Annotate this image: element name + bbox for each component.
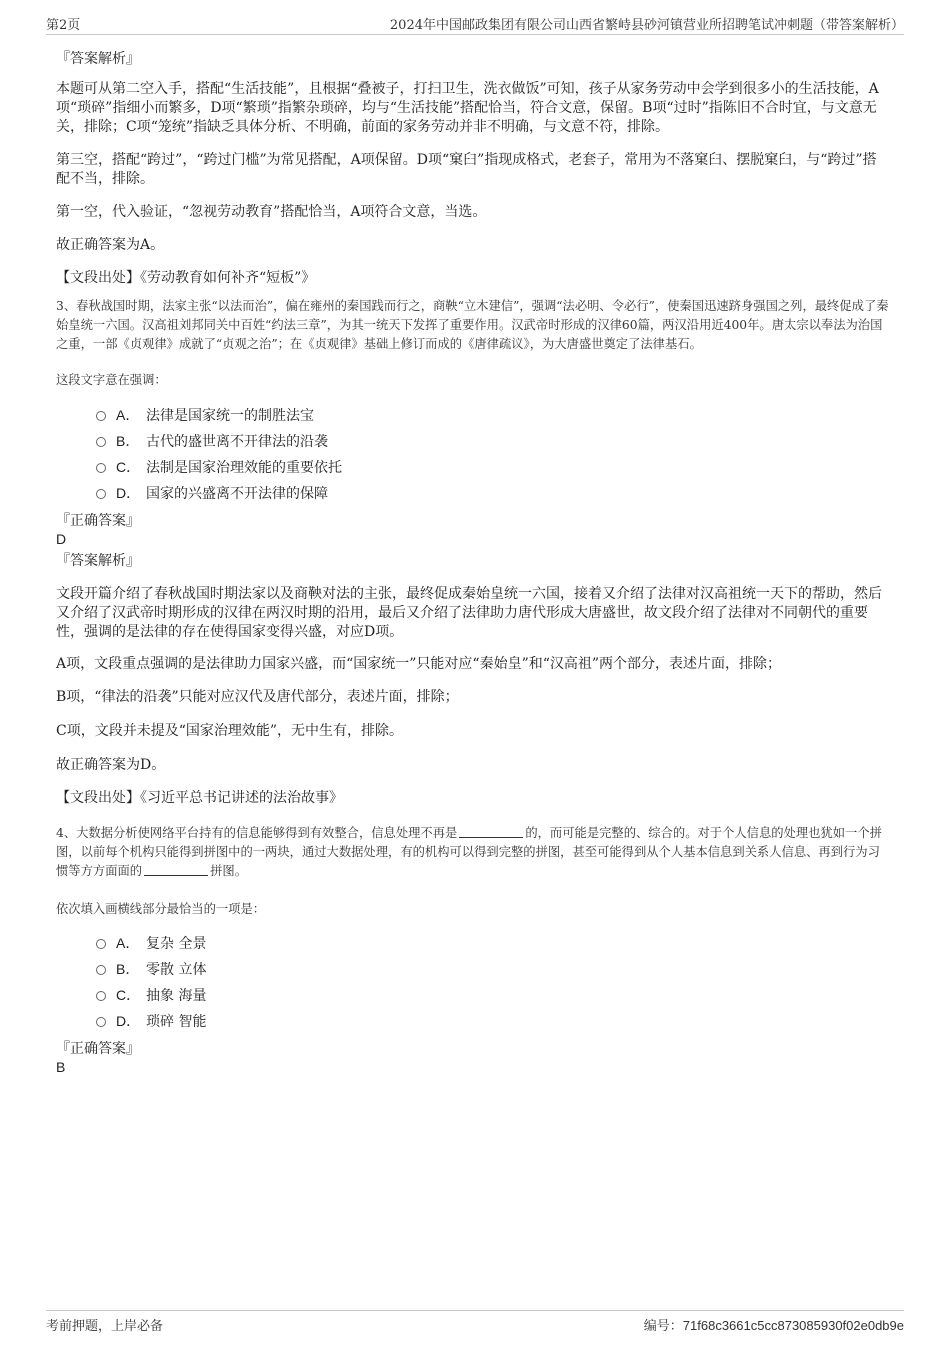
correct-answer-label: 『正确答案』 (56, 513, 140, 529)
option-d[interactable]: D． 琐碎 智能 (96, 1011, 206, 1032)
radio-icon[interactable] (96, 489, 106, 499)
radio-icon[interactable] (96, 965, 106, 975)
radio-icon[interactable] (96, 437, 106, 447)
question-stem: 4、大数据分析使网络平台持有的信息能够得到有效整合，信息处理不再是 的，而可能是完整的、综合的。对于个人信息的处理也犹如一个拼图，以前每个机构只能得到拼图中的一两块，通过大数据处理，有的机构可以得到完整的拼图，甚至可能得到从个人基本信息到关系人信息、再到行为习惯等方方面面的 拼图。 (56, 826, 882, 878)
option-b[interactable]: B． 古代的盛世离不开律法的沿袭 (96, 431, 328, 452)
passage-source: 【文段出处】《习近平总书记讲述的法治故事》 (56, 790, 343, 806)
page-number: 第2页 (46, 18, 81, 33)
page-footer (46, 1310, 904, 1335)
radio-icon[interactable] (96, 411, 106, 421)
analysis-paragraph: 文段开篇介绍了春秋战国时期法家以及商鞅对法的主张，最终促成秦始皇统一六国，接着又介绍了法律对汉高祖统一天下的帮助，然后又介绍了汉武帝时期形成的汉律在两汉时期的沿用，最后又介绍了法律助力唐代形成大唐盛世，故文段介绍了法律对不同朝代的重要性，强调的是法律的存在使得国家变得兴盛，对应D项。 (56, 586, 882, 640)
correct-answer-label: 『正确答案』 (56, 1041, 140, 1057)
radio-icon[interactable] (96, 463, 106, 473)
fill-blank (459, 825, 523, 838)
question-prompt: 这段文字意在强调： (56, 373, 167, 387)
question-stem: 3、春秋战国时期，法家主张“以法而治”，偏在雍州的秦国践而行之，商鞅“立木建信”，强调“法必明、令必行”，使秦国迅速跻身强国之列，最终促成了秦始皇统一六国。汉高祖刘邦同关中百姓“约法三章”，为其一统天下发挥了重要作用。汉武帝时形成的汉律60篇，两汉沿用近400年。唐太宗以奉法为治国之重，一部《贞观律》成就了“贞观之治”；在《贞观律》基础上修订而成的《唐律疏议》，为大唐盛世奠定了法律基石。 (56, 299, 889, 351)
analysis-conclusion: 故正确答案为A。 (56, 237, 165, 253)
analysis-conclusion: 故正确答案为D。 (56, 757, 166, 773)
document-code: 编号：71f68c3661c5cc873085930f02e0db9e (643, 1318, 904, 1334)
option-a[interactable]: A． 法律是国家统一的制胜法宝 (96, 405, 314, 426)
analysis-paragraph: A项，文段重点强调的是法律助力国家兴盛，而“国家统一”只能对应“秦始皇”和“汉高祖”两个部分，表述片面，排除； (56, 656, 782, 672)
analysis-paragraph: B项，“律法的沿袭”只能对应汉代及唐代部分，表述片面，排除； (56, 689, 459, 705)
correct-answer: B (56, 1059, 66, 1075)
analysis-paragraph: C项，文段并未提及“国家治理效能”，无中生有，排除。 (56, 723, 404, 739)
footer-slogan: 考前押题，上岸必备 (46, 1319, 164, 1334)
option-a[interactable]: A． 复杂 全景 (96, 933, 206, 954)
correct-answer: D (56, 531, 67, 547)
analysis-paragraph: 第一空，代入验证，“忽视劳动教育”搭配恰当，A项符合文意，当选。 (56, 204, 487, 220)
analysis-paragraph: 本题可从第二空入手，搭配“生活技能”，且根据“叠被子，打扫卫生，洗衣做饭”可知，孩子从家务劳动中会学到很多小的生活技能，A项“琐碎”指细小而繁多，D项“繁琐”指繁杂琐碎，均与“生活技能”搭配恰当，符合文意，保留。B项“过时”指陈旧不合时宜，与文意无关，排除；C项“笼统”指缺乏具体分析、不明确，前面的家务劳动并非不明确，与文意不符，排除。 (56, 81, 879, 135)
option-c[interactable]: C． 抽象 海量 (96, 985, 206, 1006)
option-b[interactable]: B． 零散 立体 (96, 959, 206, 980)
radio-icon[interactable] (96, 939, 106, 949)
answer-analysis-label: 『答案解析』 (56, 51, 140, 67)
radio-icon[interactable] (96, 1017, 106, 1027)
passage-source: 【文段出处】《劳动教育如何补齐“短板”》 (56, 270, 316, 286)
page-header (46, 12, 904, 35)
radio-icon[interactable] (96, 991, 106, 1001)
option-c[interactable]: C． 法制是国家治理效能的重要依托 (96, 457, 342, 478)
fill-blank (144, 863, 208, 876)
option-d[interactable]: D． 国家的兴盛离不开法律的保障 (96, 483, 328, 504)
document-title: 2024年中国邮政集团有限公司山西省繁峙县砂河镇营业所招聘笔试冲刺题（带答案解析） (389, 18, 904, 33)
answer-analysis-label: 『答案解析』 (56, 553, 140, 569)
question-prompt: 依次填入画横线部分最恰当的一项是： (56, 902, 266, 916)
analysis-paragraph: 第三空，搭配“跨过”，“跨过门槛”为常见搭配，A项保留。D项“窠臼”指现成格式，老套子，常用为不落窠臼、摆脱窠臼，与“跨过”搭配不当，排除。 (56, 152, 877, 187)
